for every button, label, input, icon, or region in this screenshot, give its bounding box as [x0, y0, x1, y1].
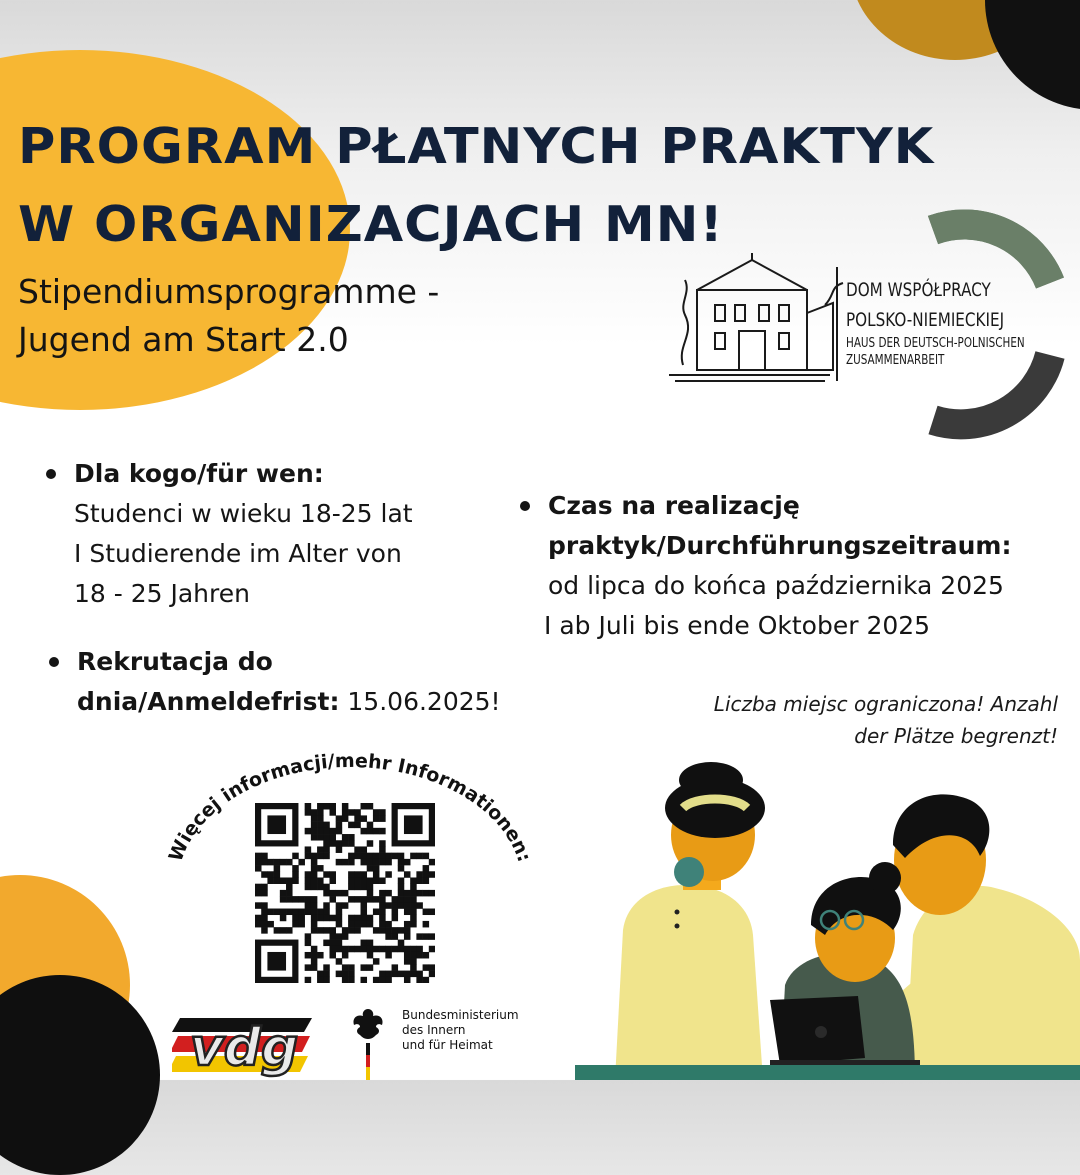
subtitle-line-2: Jugend am Start 2.0 [18, 320, 349, 359]
limited-places-note [714, 688, 1058, 752]
house-drawing-icon [669, 253, 843, 381]
logo-line-1: DOM WSPÓŁPRACY [846, 279, 991, 301]
logo-line-3: HAUS DER DEUTSCH-POLNISCHEN [846, 336, 1025, 351]
period-item [544, 486, 1012, 646]
period-heading-line-2: praktyk/Durchführungszeitraum: [548, 531, 1012, 560]
target-group-line-2: I Studierende im Alter von [74, 539, 402, 568]
target-group-item [74, 454, 413, 614]
bullet-dot [49, 657, 59, 667]
title-line-2: W ORGANIZACJACH MN! [18, 196, 724, 253]
partner-logo-text [846, 275, 1069, 369]
deadline-item [77, 642, 501, 722]
limited-line-2: der Plätze begrenzt! [854, 724, 1058, 748]
vdg-logo-text: vdg [189, 1018, 299, 1078]
logo-line-2: POLSKO-NIEMIECKIEJ [846, 309, 1005, 331]
deadline-line-2 [77, 682, 501, 722]
ministry-line-2: des Innern [402, 1023, 466, 1037]
target-group-heading: Dla kogo/für wen: [74, 459, 324, 488]
bullet-dot [520, 501, 530, 511]
subtitle [18, 268, 439, 364]
limited-line-1: Liczba miejsc ograniczona! Anzahl [713, 692, 1058, 716]
more-info-label: Więcej informacji/mehr Informationen: [164, 749, 536, 865]
period-line-1: od lipca do końca października 2025 [548, 571, 1004, 600]
eagle-icon [350, 1005, 386, 1080]
subtitle-line-1: Stipendiumsprogramme - [18, 272, 440, 311]
black-circle-bottom-left [0, 975, 160, 1175]
title-line-1: PROGRAM PŁATNYCH PRAKTYK [18, 118, 935, 175]
ministry-logo-text [402, 1008, 519, 1053]
vdg-logo [172, 1010, 317, 1080]
target-group-line-1: Studenci w wieku 18-25 lat [74, 499, 413, 528]
deadline-heading-line-1: Rekrutacja do [77, 647, 273, 676]
ministry-line-3: und für Heimat [402, 1038, 493, 1052]
logo-line-4: ZUSAMMENARBEIT [846, 353, 945, 368]
people-illustration [575, 760, 1080, 1080]
qr-code[interactable] [255, 803, 435, 983]
target-group-line-3: 18 - 25 Jahren [74, 579, 250, 608]
qr-code-icon [255, 803, 435, 983]
ministry-line-1: Bundesministerium [402, 1008, 519, 1022]
deadline-date: 15.06.2025! [339, 687, 501, 716]
period-heading-line-1: Czas na realizację [548, 491, 800, 520]
black-circle-top-right [985, 0, 1080, 110]
deadline-heading-line-2: dnia/Anmeldefrist: [77, 687, 340, 716]
period-line-2: I ab Juli bis ende Oktober 2025 [544, 611, 931, 640]
bullet-dot [46, 469, 56, 479]
